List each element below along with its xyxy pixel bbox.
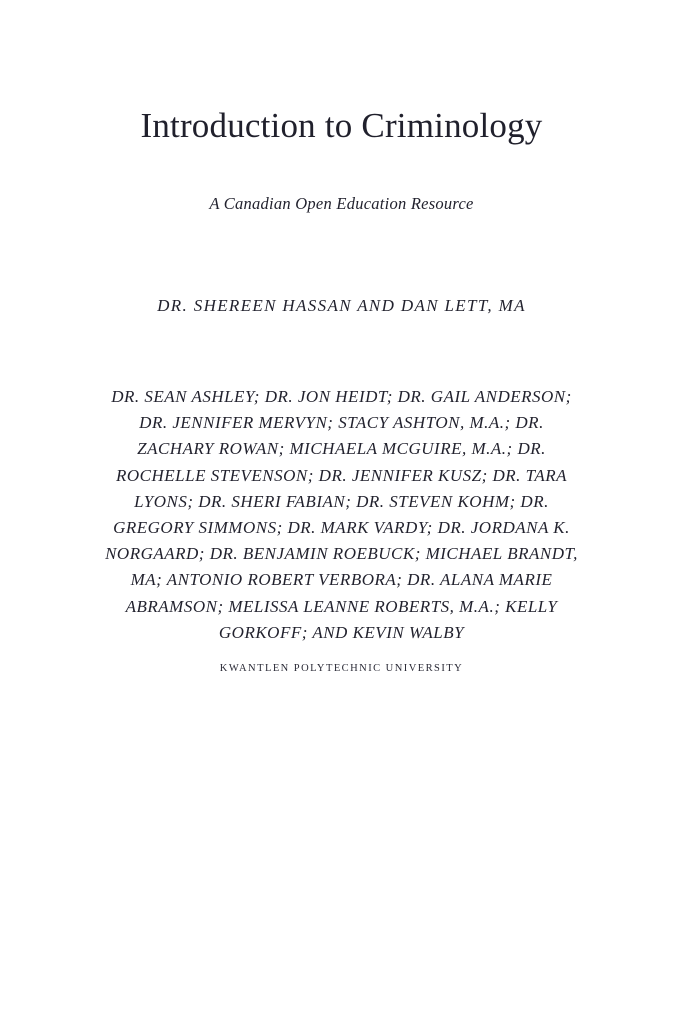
page-subtitle: A Canadian Open Education Resource — [209, 194, 474, 213]
publisher-name: KWANTLEN POLYTECHNIC UNIVERSITY — [219, 663, 464, 675]
contributor-line: ROCHELLE STEVENSON; DR. JENNIFER KUSZ; DR. TARA — [116, 465, 567, 485]
contributor-line: GREGORY SIMMONS; DR. MARK VARDY; DR. JORDANA K. — [113, 518, 570, 538]
page-title: Introduction to Criminology — [140, 106, 543, 145]
contributor-line: DR. SEAN ASHLEY; DR. JON HEIDT; DR. GAIL ANDERSON; — [111, 387, 572, 406]
contributor-line: ABRAMSON; MELISSA LEANNE ROBERTS, M.A.; KELLY — [125, 596, 558, 616]
contributor-line: NORGAARD; DR. BENJAMIN ROEBUCK; MICHAEL BRANDT, — [105, 544, 578, 564]
contributor-line: MA; ANTONIO ROBERT VERBORA; DR. ALANA MARIE — [130, 570, 553, 590]
contributing-authors — [46, 319, 638, 646]
primary-authors: DR. SHEREEN HASSAN AND DAN LETT, MA — [157, 296, 526, 315]
contributor-line: ZACHARY ROWAN; MICHAELA MCGUIRE, M.A.; DR. — [137, 439, 546, 459]
contributor-line: LYONS; DR. SHERI FABIAN; DR. STEVEN KOHM; DR. — [134, 491, 549, 511]
contributor-line: DR. JENNIFER MERVYN; STACY ASHTON, M.A.; DR. — [139, 413, 544, 433]
contributor-line: GORKOFF; AND KEVIN WALBY — [218, 622, 465, 642]
